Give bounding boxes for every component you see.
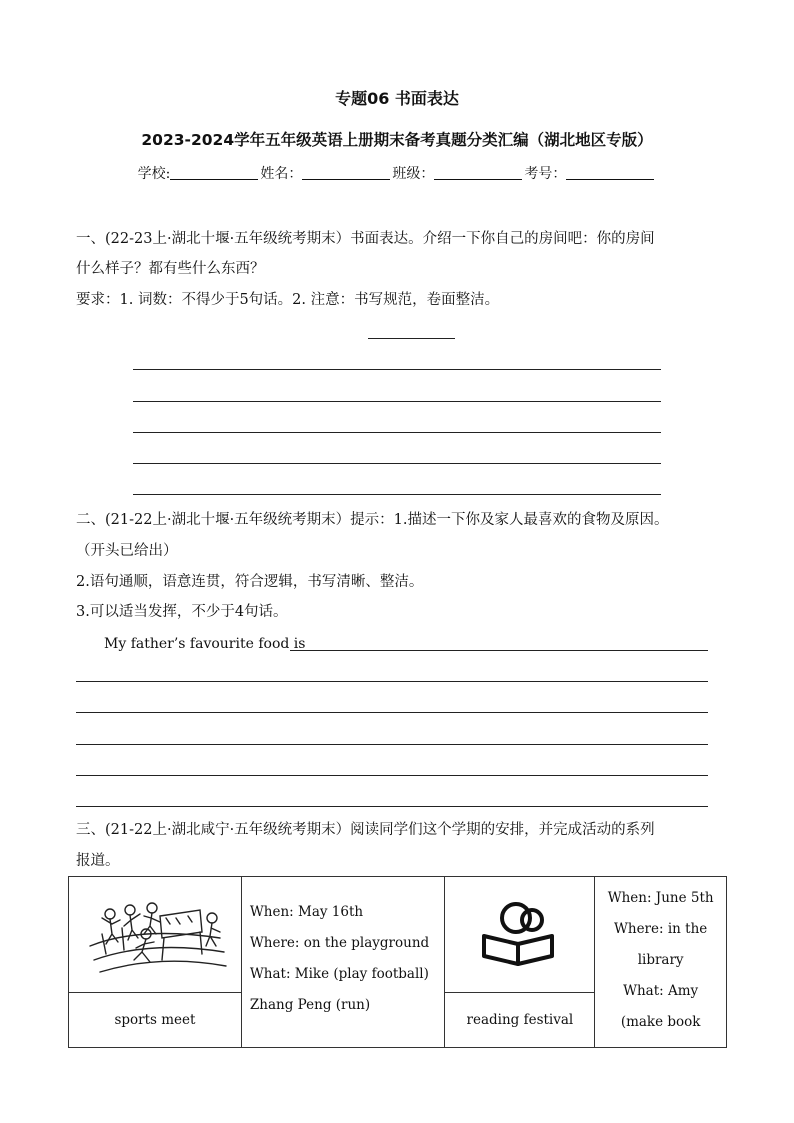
name-field[interactable] — [302, 163, 390, 180]
sports-meet-what: What: Mike (play football) — [249, 966, 429, 982]
q2-answer-line[interactable] — [76, 744, 708, 745]
reading-festival-caption: reading festival — [445, 993, 595, 1048]
q2-answer-line[interactable] — [76, 681, 708, 682]
q2-prompt-line3: 2.语句通顺，语意连贯，符合逻辑，书写清晰、整洁。 — [76, 574, 424, 590]
q2-answer-line[interactable] — [76, 712, 708, 713]
sports-meet-picture-cell — [69, 877, 242, 993]
q2-prompt-line1: 二、(21-22上·湖北十堰·五年级统考期末）提示：1.描述一下你及家人最喜欢的食物及原因。 — [76, 512, 669, 528]
sports-meet-extra: Zhang Peng (run) — [249, 997, 371, 1013]
q3-prompt-line1: 三、(21-22上·湖北咸宁·五年级统考期末）阅读同学们这个学期的安排，并完成活动的系列 — [76, 822, 655, 838]
sports-meet-caption: sports meet — [69, 993, 242, 1048]
reading-festival-picture-cell — [445, 877, 595, 993]
reading-festival-where: Where: in the — [614, 921, 708, 937]
q1-answer-line[interactable] — [133, 369, 661, 370]
page-title: 专题06 书面表达 — [335, 89, 459, 108]
name-label: 姓名： — [260, 166, 303, 182]
q3-prompt-line2: 报道。 — [76, 853, 120, 869]
q1-title-blank[interactable] — [368, 338, 455, 339]
q2-prompt-line4: 3.可以适当发挥，不少于4句话。 — [76, 604, 288, 620]
q1-answer-line[interactable] — [133, 432, 661, 433]
exam-no-field[interactable] — [566, 163, 654, 180]
q2-answer-line[interactable] — [76, 775, 708, 776]
reading-festival-what: What: Amy — [623, 983, 699, 999]
q2-starter-text: My father’s favourite food is — [104, 636, 306, 652]
reading-festival-when: When: June 5th — [607, 890, 714, 906]
q2-answer-line[interactable] — [290, 650, 708, 651]
q2-prompt-line2: （开头已给出） — [76, 543, 178, 559]
q1-prompt-line2: 什么样子？都有些什么东西？ — [76, 261, 265, 277]
reading-festival-where-cont: library — [637, 952, 684, 968]
class-field[interactable] — [434, 163, 522, 180]
q1-answer-line[interactable] — [133, 463, 661, 464]
sports-meet-illustration-icon — [80, 888, 230, 978]
class-label: 班级： — [392, 166, 435, 182]
school-field[interactable] — [170, 163, 258, 180]
school-label: 学校: — [137, 166, 171, 182]
q2-answer-line[interactable] — [76, 806, 708, 807]
q1-prompt-line1: 一、(22-23上·湖北十堰·五年级统考期末）书面表达。介绍一下你自己的房间吧：你的房间 — [76, 231, 655, 247]
page-subtitle: 2023-2024学年五年级英语上册期末备考真题分类汇编（湖北地区专版） — [141, 131, 653, 149]
sports-meet-when: When: May 16th — [249, 904, 364, 920]
reading-festival-extra: (make book — [620, 1014, 701, 1030]
sports-meet-details — [241, 877, 445, 1048]
student-info-row — [0, 163, 794, 183]
exam-no-label: 考号： — [524, 166, 567, 182]
q1-answer-line[interactable] — [133, 494, 661, 495]
reading-person-icon — [470, 898, 570, 968]
q1-answer-line[interactable] — [133, 401, 661, 402]
events-table — [68, 876, 727, 1048]
sports-meet-where: Where: on the playground — [249, 935, 430, 951]
q1-requirement: 要求：1. 词数：不得少于5句话。2. 注意：书写规范，卷面整洁。 — [76, 292, 500, 308]
reading-festival-details — [595, 877, 727, 1048]
